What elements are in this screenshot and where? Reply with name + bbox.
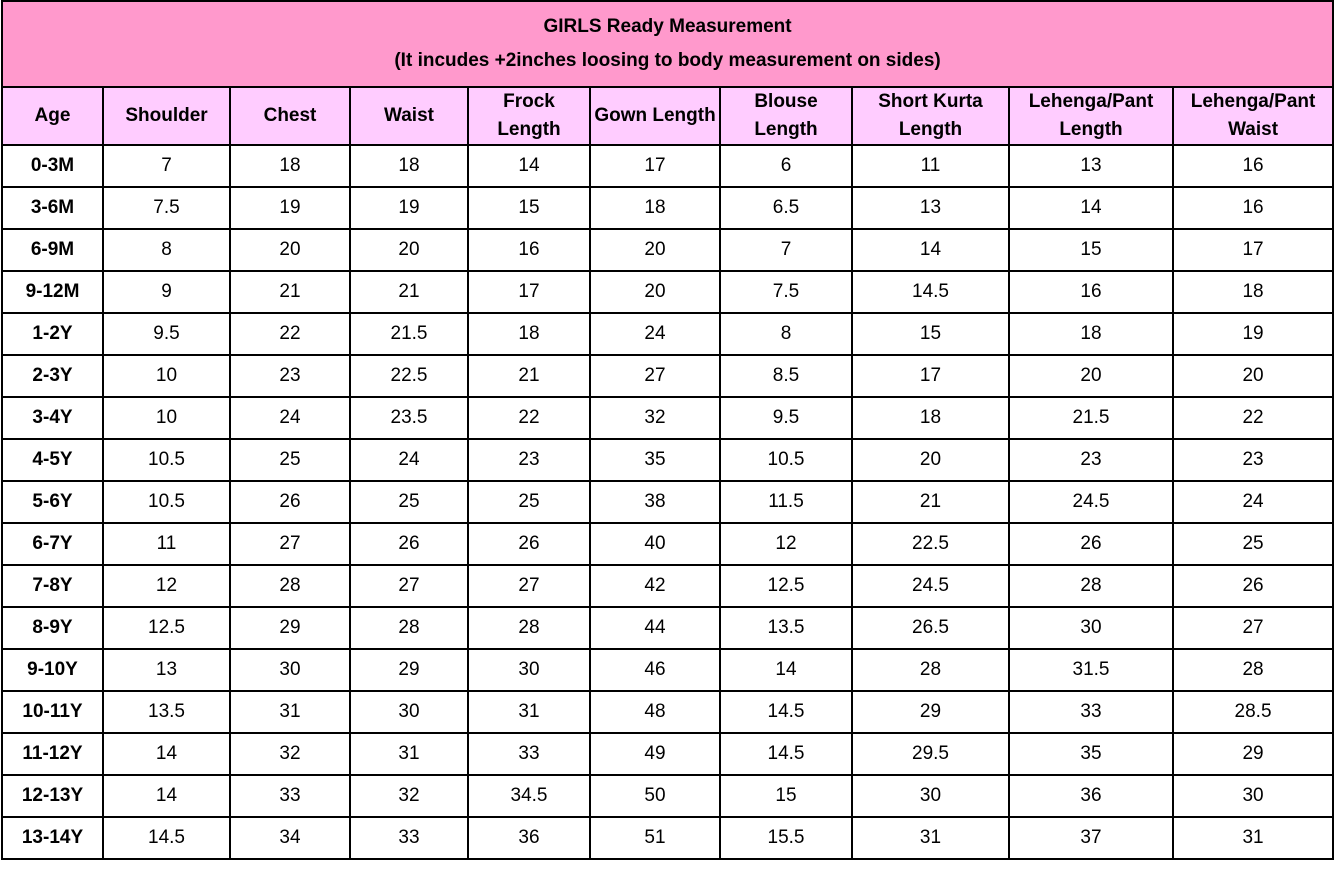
measurement-cell: 29.5: [852, 733, 1009, 775]
age-cell: 8-9Y: [2, 607, 103, 649]
measurement-cell: 17: [468, 271, 590, 313]
age-cell: 4-5Y: [2, 439, 103, 481]
measurement-cell: 28: [468, 607, 590, 649]
age-cell: 1-2Y: [2, 313, 103, 355]
measurement-cell: 28: [1009, 565, 1173, 607]
measurement-cell: 51: [590, 817, 720, 859]
measurement-cell: 20: [590, 271, 720, 313]
table-body: [2, 145, 1333, 859]
measurement-cell: 9: [103, 271, 230, 313]
measurement-cell: 21.5: [1009, 397, 1173, 439]
measurement-cell: 14.5: [720, 733, 852, 775]
measurement-cell: 12.5: [103, 607, 230, 649]
measurement-cell: 14: [103, 733, 230, 775]
measurement-cell: 10.5: [720, 439, 852, 481]
measurement-cell: 16: [468, 229, 590, 271]
measurement-cell: 33: [350, 817, 468, 859]
measurement-cell: 26: [350, 523, 468, 565]
measurement-cell: 8: [103, 229, 230, 271]
table-row: [2, 397, 1333, 439]
measurement-cell: 30: [468, 649, 590, 691]
measurement-cell: 33: [468, 733, 590, 775]
measurement-cell: 14: [720, 649, 852, 691]
measurement-cell: 32: [590, 397, 720, 439]
measurement-cell: 26: [1009, 523, 1173, 565]
age-cell: 3-4Y: [2, 397, 103, 439]
measurement-cell: 30: [230, 649, 350, 691]
measurement-cell: 34.5: [468, 775, 590, 817]
column-header-row: [2, 87, 1333, 145]
measurement-cell: 23: [468, 439, 590, 481]
table-row: [2, 145, 1333, 187]
measurement-cell: 49: [590, 733, 720, 775]
age-cell: 5-6Y: [2, 481, 103, 523]
measurement-cell: 13.5: [103, 691, 230, 733]
measurement-cell: 38: [590, 481, 720, 523]
measurement-cell: 48: [590, 691, 720, 733]
measurement-cell: 18: [590, 187, 720, 229]
age-cell: 12-13Y: [2, 775, 103, 817]
measurement-cell: 16: [1009, 271, 1173, 313]
measurement-cell: 32: [230, 733, 350, 775]
measurement-cell: 18: [852, 397, 1009, 439]
measurement-cell: 13.5: [720, 607, 852, 649]
measurement-cell: 36: [468, 817, 590, 859]
column-header: Age: [2, 87, 103, 145]
measurement-cell: 26: [468, 523, 590, 565]
table-row: [2, 271, 1333, 313]
table-row: [2, 355, 1333, 397]
age-cell: 6-7Y: [2, 523, 103, 565]
measurement-cell: 15: [852, 313, 1009, 355]
measurement-cell: 26: [1173, 565, 1333, 607]
measurement-cell: 14.5: [103, 817, 230, 859]
measurement-cell: 26.5: [852, 607, 1009, 649]
measurement-cell: 23: [1009, 439, 1173, 481]
table-row: [2, 313, 1333, 355]
measurement-cell: 20: [350, 229, 468, 271]
measurement-cell: 20: [1173, 355, 1333, 397]
measurement-cell: 18: [350, 145, 468, 187]
measurement-cell: 21: [230, 271, 350, 313]
measurement-cell: 40: [590, 523, 720, 565]
measurement-cell: 10.5: [103, 439, 230, 481]
column-header: Chest: [230, 87, 350, 145]
measurement-cell: 31.5: [1009, 649, 1173, 691]
measurement-cell: 13: [1009, 145, 1173, 187]
measurement-cell: 24: [350, 439, 468, 481]
measurement-cell: 27: [350, 565, 468, 607]
measurement-cell: 12: [720, 523, 852, 565]
column-header: Frock Length: [468, 87, 590, 145]
measurement-cell: 25: [468, 481, 590, 523]
measurement-cell: 13: [103, 649, 230, 691]
measurement-cell: 17: [852, 355, 1009, 397]
measurement-cell: 23.5: [350, 397, 468, 439]
measurement-cell: 15: [1009, 229, 1173, 271]
measurement-cell: 24: [230, 397, 350, 439]
table-row: [2, 565, 1333, 607]
measurement-cell: 7.5: [720, 271, 852, 313]
measurement-cell: 46: [590, 649, 720, 691]
column-header: Gown Length: [590, 87, 720, 145]
measurement-cell: 15: [720, 775, 852, 817]
age-cell: 0-3M: [2, 145, 103, 187]
measurement-cell: 20: [1009, 355, 1173, 397]
table-title: [2, 1, 1333, 87]
age-cell: 10-11Y: [2, 691, 103, 733]
table-row: [2, 187, 1333, 229]
measurement-cell: 7: [720, 229, 852, 271]
measurement-cell: 33: [230, 775, 350, 817]
column-header: Blouse Length: [720, 87, 852, 145]
table-row: [2, 817, 1333, 859]
measurement-cell: 35: [590, 439, 720, 481]
measurement-cell: 29: [1173, 733, 1333, 775]
measurement-cell: 6: [720, 145, 852, 187]
measurement-cell: 20: [230, 229, 350, 271]
measurement-cell: 29: [230, 607, 350, 649]
measurement-cell: 26: [230, 481, 350, 523]
measurement-cell: 31: [852, 817, 1009, 859]
table-row: [2, 649, 1333, 691]
age-cell: 3-6M: [2, 187, 103, 229]
measurement-cell: 11: [103, 523, 230, 565]
measurement-table: [1, 0, 1334, 860]
title-line-1: GIRLS Ready Measurement: [543, 16, 792, 37]
measurement-cell: 19: [350, 187, 468, 229]
measurement-cell: 22.5: [852, 523, 1009, 565]
age-cell: 7-8Y: [2, 565, 103, 607]
measurement-cell: 12.5: [720, 565, 852, 607]
measurement-cell: 13: [852, 187, 1009, 229]
measurement-cell: 34: [230, 817, 350, 859]
measurement-cell: 31: [230, 691, 350, 733]
column-header: Short Kurta Length: [852, 87, 1009, 145]
measurement-cell: 28: [350, 607, 468, 649]
measurement-cell: 14: [468, 145, 590, 187]
measurement-cell: 10: [103, 397, 230, 439]
measurement-cell: 12: [103, 565, 230, 607]
measurement-cell: 7.5: [103, 187, 230, 229]
age-cell: 9-10Y: [2, 649, 103, 691]
measurement-cell: 14.5: [852, 271, 1009, 313]
measurement-cell: 15: [468, 187, 590, 229]
measurement-cell: 29: [852, 691, 1009, 733]
measurement-cell: 9.5: [720, 397, 852, 439]
measurement-cell: 24.5: [1009, 481, 1173, 523]
measurement-cell: 18: [468, 313, 590, 355]
measurement-cell: 10: [103, 355, 230, 397]
measurement-cell: 27: [1173, 607, 1333, 649]
measurement-cell: 19: [1173, 313, 1333, 355]
measurement-cell: 23: [230, 355, 350, 397]
table-row: [2, 691, 1333, 733]
measurement-cell: 8: [720, 313, 852, 355]
measurement-cell: 17: [590, 145, 720, 187]
measurement-cell: 32: [350, 775, 468, 817]
measurement-cell: 24: [590, 313, 720, 355]
measurement-cell: 14.5: [720, 691, 852, 733]
measurement-cell: 27: [230, 523, 350, 565]
measurement-cell: 30: [1173, 775, 1333, 817]
measurement-cell: 14: [103, 775, 230, 817]
table-row: [2, 481, 1333, 523]
measurement-cell: 22.5: [350, 355, 468, 397]
age-cell: 6-9M: [2, 229, 103, 271]
measurement-cell: 17: [1173, 229, 1333, 271]
measurement-cell: 7: [103, 145, 230, 187]
measurement-cell: 24.5: [852, 565, 1009, 607]
measurement-cell: 24: [1173, 481, 1333, 523]
measurement-cell: 20: [852, 439, 1009, 481]
measurement-cell: 11.5: [720, 481, 852, 523]
measurement-cell: 30: [1009, 607, 1173, 649]
age-cell: 13-14Y: [2, 817, 103, 859]
measurement-cell: 31: [350, 733, 468, 775]
table-row: [2, 229, 1333, 271]
column-header: Lehenga/Pant Waist: [1173, 87, 1333, 145]
measurement-cell: 21.5: [350, 313, 468, 355]
measurement-cell: 28: [230, 565, 350, 607]
age-cell: 2-3Y: [2, 355, 103, 397]
measurement-cell: 28: [1173, 649, 1333, 691]
table-row: [2, 607, 1333, 649]
measurement-cell: 22: [1173, 397, 1333, 439]
measurement-cell: 22: [230, 313, 350, 355]
measurement-cell: 18: [1173, 271, 1333, 313]
measurement-cell: 50: [590, 775, 720, 817]
measurement-cell: 44: [590, 607, 720, 649]
measurement-cell: 11: [852, 145, 1009, 187]
measurement-cell: 6.5: [720, 187, 852, 229]
table-row: [2, 523, 1333, 565]
measurement-cell: 42: [590, 565, 720, 607]
measurement-cell: 20: [590, 229, 720, 271]
measurement-cell: 23: [1173, 439, 1333, 481]
measurement-cell: 25: [350, 481, 468, 523]
measurement-cell: 25: [1173, 523, 1333, 565]
measurement-cell: 37: [1009, 817, 1173, 859]
age-cell: 9-12M: [2, 271, 103, 313]
measurement-cell: 27: [590, 355, 720, 397]
measurement-cell: 21: [468, 355, 590, 397]
title-line-2: (It incudes +2inches loosing to body measurement on sides): [394, 50, 941, 71]
measurement-cell: 18: [230, 145, 350, 187]
measurement-cell: 14: [1009, 187, 1173, 229]
table-row: [2, 733, 1333, 775]
measurement-cell: 35: [1009, 733, 1173, 775]
column-header: Waist: [350, 87, 468, 145]
measurement-cell: 19: [230, 187, 350, 229]
measurement-cell: 28.5: [1173, 691, 1333, 733]
measurement-cell: 28: [852, 649, 1009, 691]
measurement-cell: 22: [468, 397, 590, 439]
measurement-cell: 31: [1173, 817, 1333, 859]
measurement-cell: 29: [350, 649, 468, 691]
measurement-cell: 16: [1173, 187, 1333, 229]
measurement-cell: 27: [468, 565, 590, 607]
measurement-cell: 9.5: [103, 313, 230, 355]
measurement-cell: 18: [1009, 313, 1173, 355]
measurement-cell: 31: [468, 691, 590, 733]
table-row: [2, 775, 1333, 817]
measurement-cell: 30: [852, 775, 1009, 817]
table-row: [2, 439, 1333, 481]
measurement-cell: 33: [1009, 691, 1173, 733]
measurement-sheet: [1, 0, 1332, 866]
measurement-cell: 16: [1173, 145, 1333, 187]
age-cell: 11-12Y: [2, 733, 103, 775]
measurement-cell: 8.5: [720, 355, 852, 397]
measurement-cell: 21: [852, 481, 1009, 523]
measurement-cell: 14: [852, 229, 1009, 271]
measurement-cell: 21: [350, 271, 468, 313]
column-header: Lehenga/Pant Length: [1009, 87, 1173, 145]
measurement-cell: 15.5: [720, 817, 852, 859]
measurement-cell: 30: [350, 691, 468, 733]
measurement-cell: 10.5: [103, 481, 230, 523]
title-row: [2, 1, 1333, 87]
column-header: Shoulder: [103, 87, 230, 145]
measurement-cell: 36: [1009, 775, 1173, 817]
measurement-cell: 25: [230, 439, 350, 481]
